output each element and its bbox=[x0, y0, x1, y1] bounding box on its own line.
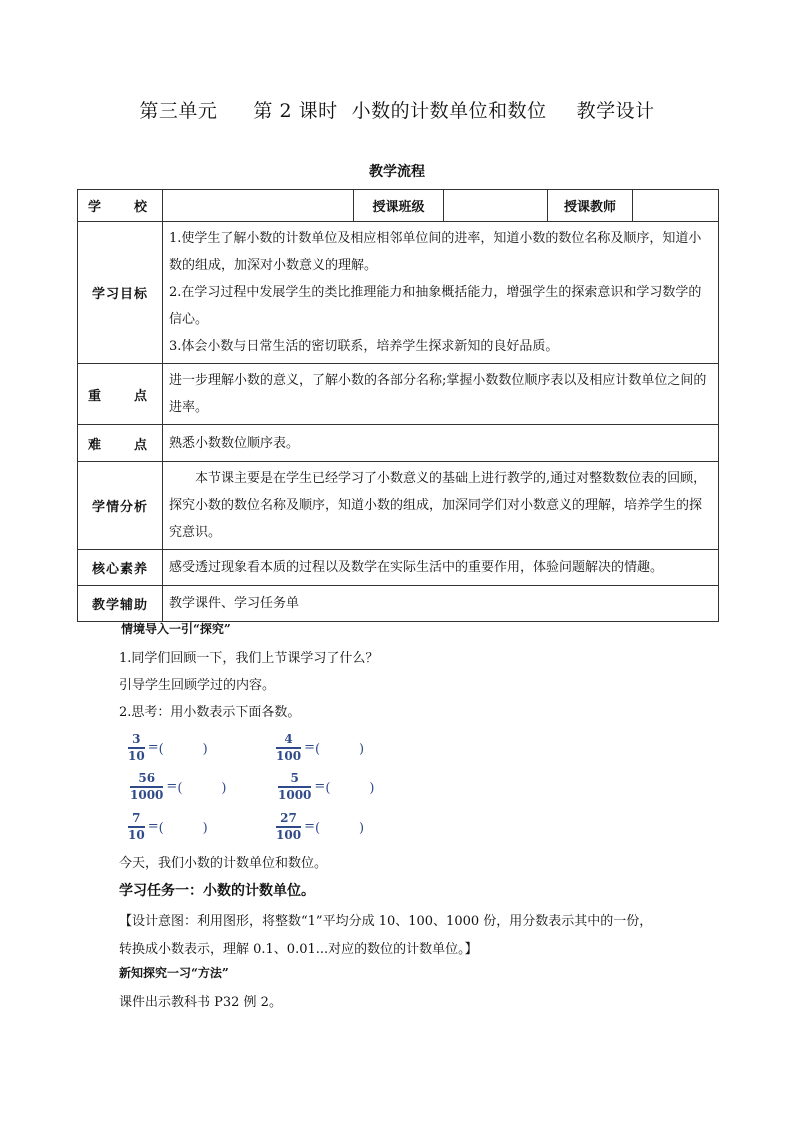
fraction-item: $\frac{7}{10}$ = ( ) bbox=[128, 811, 208, 842]
fraction-row bbox=[128, 733, 428, 765]
fraction-item: $\frac{56}{1000}$ = ( ) bbox=[130, 771, 227, 802]
document-title bbox=[0, 96, 794, 123]
table-row bbox=[78, 586, 719, 622]
class-value[interactable] bbox=[444, 190, 548, 222]
difficult-label: 难 点 bbox=[78, 425, 163, 462]
school-label: 学 校 bbox=[78, 190, 163, 222]
flow-title: 教学流程 bbox=[369, 164, 425, 180]
answer-blank[interactable]: ( ) bbox=[314, 742, 365, 758]
today-statement: 今天，我们小数的计数单位和数位。 bbox=[119, 856, 328, 871]
explore-heading: 新知探究一习“方法” bbox=[119, 966, 229, 980]
aids-label: 教学辅助 bbox=[78, 586, 163, 622]
answer-blank[interactable]: ( ) bbox=[158, 742, 208, 758]
goal-item: 3.体会小数与日常生活的密切联系，培养学生探求新知的良好品质。 bbox=[169, 339, 559, 354]
design-intent-line-1: 【设计意图：利用图形，将整数“1”平均分成 10、100、1000 份，用分数表示其中的一份， bbox=[119, 914, 653, 929]
table-row bbox=[78, 190, 719, 222]
task-1-heading: 学习任务一：小数的计数单位。 bbox=[119, 883, 315, 899]
fraction: $\frac{27}{100}$ bbox=[276, 811, 302, 842]
analysis-cell: 本节课主要是在学生已经学习了小数意义的基础上进行教学的,通过对整数数位表的回顾，探究小数的数位名称及顺序，知道小数的组成，加深同学们对小数意义的理解，培养学生的探究意识。 bbox=[163, 462, 719, 550]
topic-label: 小数的计数单位和数位 bbox=[351, 100, 547, 122]
courseware-note: 课件出示教科书 P32 例 2。 bbox=[119, 995, 282, 1010]
fraction: $\frac{3}{10}$ bbox=[128, 732, 145, 763]
lesson-label: 第 2 课时 bbox=[253, 100, 338, 122]
fraction-row bbox=[128, 812, 428, 844]
fraction: $\frac{56}{1000}$ bbox=[130, 771, 164, 802]
class-label: 授课班级 bbox=[354, 190, 444, 222]
goals-label: 学习目标 bbox=[78, 222, 163, 364]
answer-blank[interactable]: ( ) bbox=[325, 781, 375, 797]
table-row bbox=[78, 425, 719, 462]
analysis-label: 学情分析 bbox=[78, 462, 163, 550]
fraction-item: $\frac{4}{100}$ = ( ) bbox=[276, 732, 365, 763]
teacher-label: 授课教师 bbox=[548, 190, 633, 222]
question-1-note: 引导学生回顾学过的内容。 bbox=[119, 678, 276, 693]
answer-blank[interactable]: ( ) bbox=[177, 781, 227, 797]
aids-cell: 教学课件、学习任务单 bbox=[163, 586, 719, 622]
type-label: 教学设计 bbox=[576, 100, 655, 122]
school-value[interactable] bbox=[163, 190, 354, 222]
design-intent-line-2: 转换成小数表示，理解 0.1、0.01...对应的数位的计数单位。】 bbox=[119, 942, 478, 957]
literacy-label: 核心素养 bbox=[78, 550, 163, 586]
question-1: 1.同学们回顾一下，我们上节课学习了什么？ bbox=[119, 651, 379, 666]
difficult-cell: 熟悉小数数位顺序表。 bbox=[163, 425, 719, 462]
intro-heading: 情境导入一引“探究” bbox=[121, 622, 231, 636]
key-cell: 进一步理解小数的意义，了解小数的各部分名称;掌握小数数位顺序表以及相应计数单位之间的进率。 bbox=[163, 364, 719, 425]
goals-cell bbox=[163, 222, 719, 364]
fraction-item: $\frac{27}{100}$ = ( ) bbox=[276, 811, 365, 842]
table-row bbox=[78, 364, 719, 425]
teacher-value[interactable] bbox=[633, 190, 719, 222]
table-row bbox=[78, 550, 719, 586]
lesson-plan-table bbox=[77, 189, 719, 622]
table-row bbox=[78, 222, 719, 364]
fraction: $\frac{4}{100}$ bbox=[276, 732, 302, 763]
fraction-item: $\frac{5}{1000}$ = ( ) bbox=[278, 771, 375, 802]
question-2: 2.思考：用小数表示下面各数。 bbox=[119, 705, 301, 720]
goal-item: 1.使学生了解小数的计数单位及相应相邻单位间的进率，知道小数的数位名称及顺序，知道小数的组成，加深对小数意义的理解。 bbox=[169, 231, 702, 273]
answer-blank[interactable]: ( ) bbox=[158, 821, 208, 837]
fraction: $\frac{5}{1000}$ bbox=[278, 771, 312, 802]
answer-blank[interactable]: ( ) bbox=[314, 821, 365, 837]
key-label: 重 点 bbox=[78, 364, 163, 425]
unit-label: 第三单元 bbox=[139, 100, 218, 122]
fraction-row bbox=[128, 772, 428, 804]
goal-item: 2.在学习过程中发展学生的类比推理能力和抽象概括能力，增强学生的探索意识和学习数学的信心。 bbox=[169, 285, 702, 327]
fraction-item: $\frac{3}{10}$ = ( ) bbox=[128, 732, 208, 763]
table-row bbox=[78, 462, 719, 550]
literacy-cell: 感受透过现象看本质的过程以及数学在实际生活中的重要作用，体验问题解决的情趣。 bbox=[163, 550, 719, 586]
fraction: $\frac{7}{10}$ bbox=[128, 811, 145, 842]
